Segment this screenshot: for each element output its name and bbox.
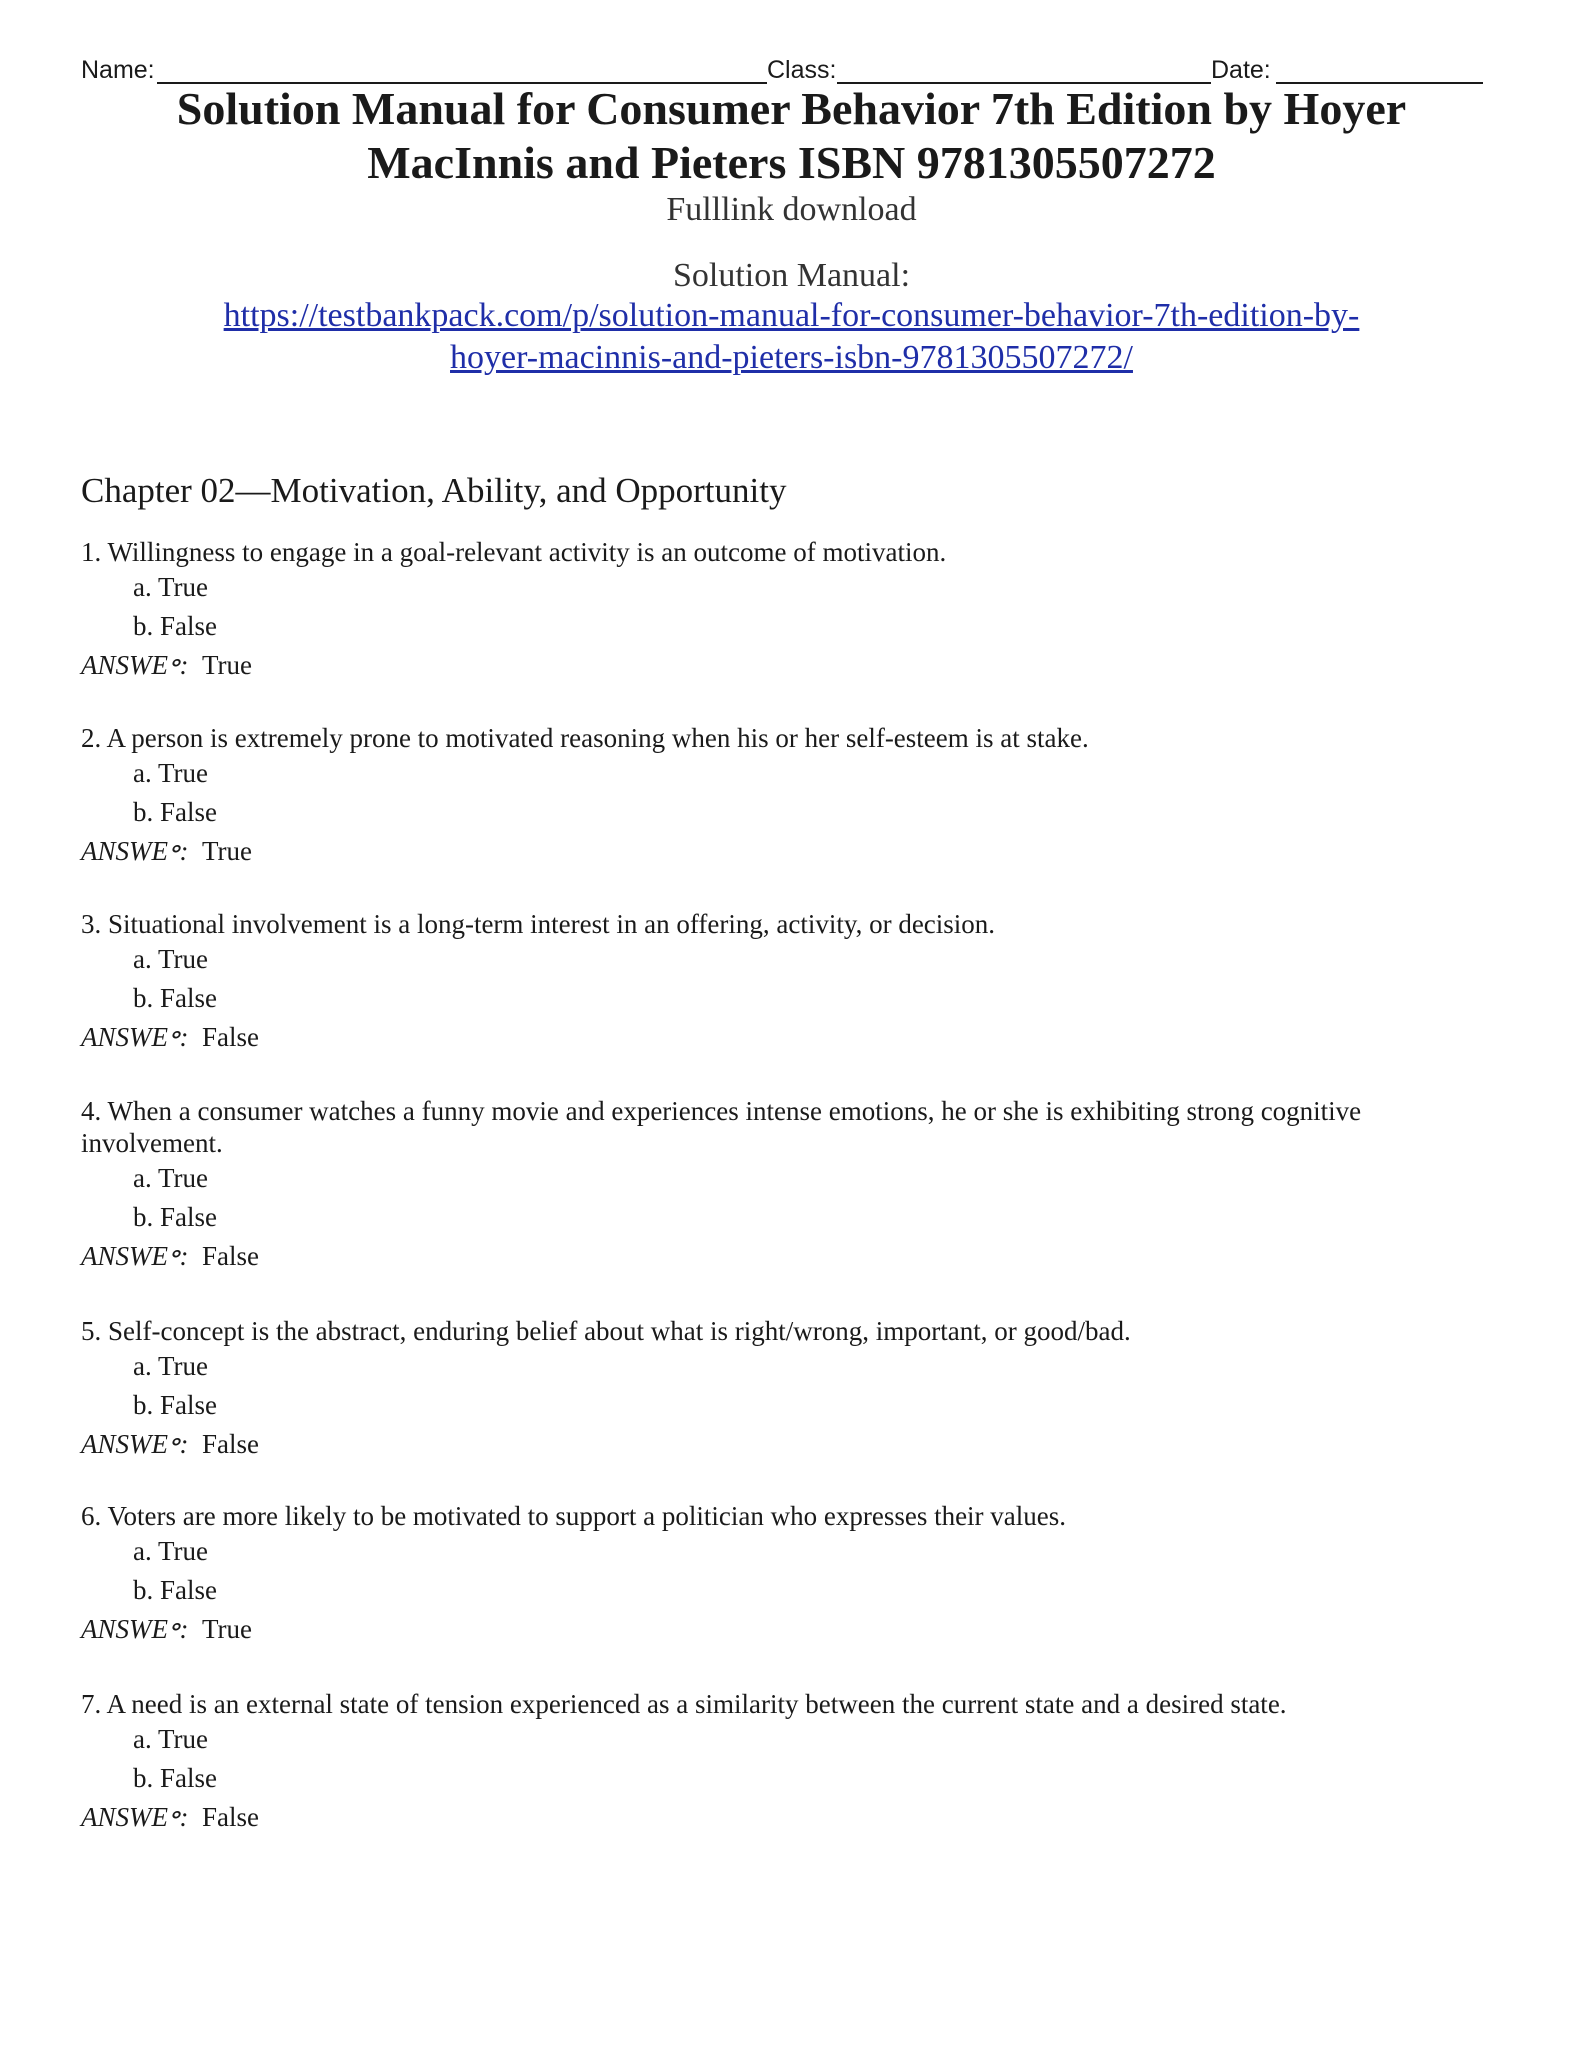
option-b: b. False: [133, 1575, 217, 1605]
name-label: Name:: [81, 56, 155, 84]
question-stem: 2. A person is extremely prone to motivated reasoning when his or her self-esteem is at stake.: [81, 723, 1089, 753]
solution-manual-label: Solution Manual:: [672, 257, 911, 294]
option-b: b. False: [133, 797, 217, 827]
question-stem: 6. Voters are more likely to be motivated to support a politician who expresses their values.: [81, 1501, 1067, 1531]
question-4: [81, 1095, 1481, 1276]
option-b: b. False: [133, 1390, 217, 1420]
answer-label: ANSWE॰:: [81, 1429, 189, 1459]
answer-line: [81, 646, 1481, 685]
answer-label: ANSWE॰:: [81, 650, 189, 680]
answer-value: True: [201, 836, 253, 866]
option-b: b. False: [133, 1202, 217, 1232]
option-a: a. True: [133, 1536, 209, 1566]
option-a: a. True: [133, 1163, 209, 1193]
class-label: Class:: [767, 56, 837, 84]
answer-value: False: [201, 1802, 259, 1832]
answer-value: False: [201, 1022, 259, 1052]
answer-line: [81, 1610, 1481, 1649]
answer-label: ANSWE॰:: [81, 1614, 189, 1644]
answer-line: [81, 1018, 1481, 1057]
option-a: a. True: [133, 572, 209, 602]
answer-line: [81, 1237, 1481, 1276]
answer-line: [81, 1798, 1481, 1837]
answer-label: ANSWE॰:: [81, 1802, 189, 1832]
question-5: [81, 1315, 1481, 1464]
option-a: a. True: [133, 1351, 209, 1381]
question-3: [81, 908, 1481, 1057]
question-stem: 1. Willingness to engage in a goal-relevant activity is an outcome of motivation.: [81, 537, 947, 567]
question-6: [81, 1500, 1481, 1649]
answer-value: False: [201, 1241, 259, 1271]
document-title-line-2: MacInnis and Pieters ISBN 9781305507272: [367, 137, 1216, 188]
question-stem: 3. Situational involvement is a long-term interest in an offering, activity, or decision.: [81, 909, 996, 939]
answer-label: ANSWE॰:: [81, 836, 189, 866]
question-1: [81, 536, 1481, 685]
chapter-heading: Chapter 02—Motivation, Ability, and Opportunity: [81, 471, 787, 510]
question-2: [81, 722, 1481, 871]
download-note: Fulllink download: [666, 191, 917, 228]
document-title-line-1: Solution Manual for Consumer Behavior 7th Edition by Hoyer: [176, 83, 1407, 134]
option-a: a. True: [133, 1724, 209, 1754]
question-stem: 7. A need is an external state of tension experienced as a similarity between the current state and a desired state.: [81, 1689, 1287, 1719]
answer-value: True: [201, 1614, 253, 1644]
option-b: b. False: [133, 983, 217, 1013]
question-7: [81, 1688, 1481, 1837]
option-a: a. True: [133, 758, 209, 788]
answer-line: [81, 832, 1481, 871]
answer-label: ANSWE॰:: [81, 1022, 189, 1052]
option-b: b. False: [133, 1763, 217, 1793]
answer-line: [81, 1425, 1481, 1464]
answer-label: ANSWE॰:: [81, 1241, 189, 1271]
date-label: Date:: [1211, 56, 1271, 84]
answer-value: False: [201, 1429, 259, 1459]
download-link-line-1[interactable]: https://testbankpack.com/p/solution-manual-for-consumer-behavior-7th-edition-by-: [223, 297, 1360, 334]
download-link-line-2[interactable]: hoyer-macinnis-and-pieters-isbn-9781305507272/: [450, 339, 1133, 376]
question-stem: 4. When a consumer watches a funny movie and experiences intense emotions, he or she is exhibiting strong cognitive involvement.: [81, 1096, 1362, 1158]
question-stem: 5. Self-concept is the abstract, enduring belief about what is right/wrong, important, or good/bad.: [81, 1316, 1131, 1346]
option-a: a. True: [133, 944, 209, 974]
answer-value: True: [201, 650, 253, 680]
option-b: b. False: [133, 611, 217, 641]
